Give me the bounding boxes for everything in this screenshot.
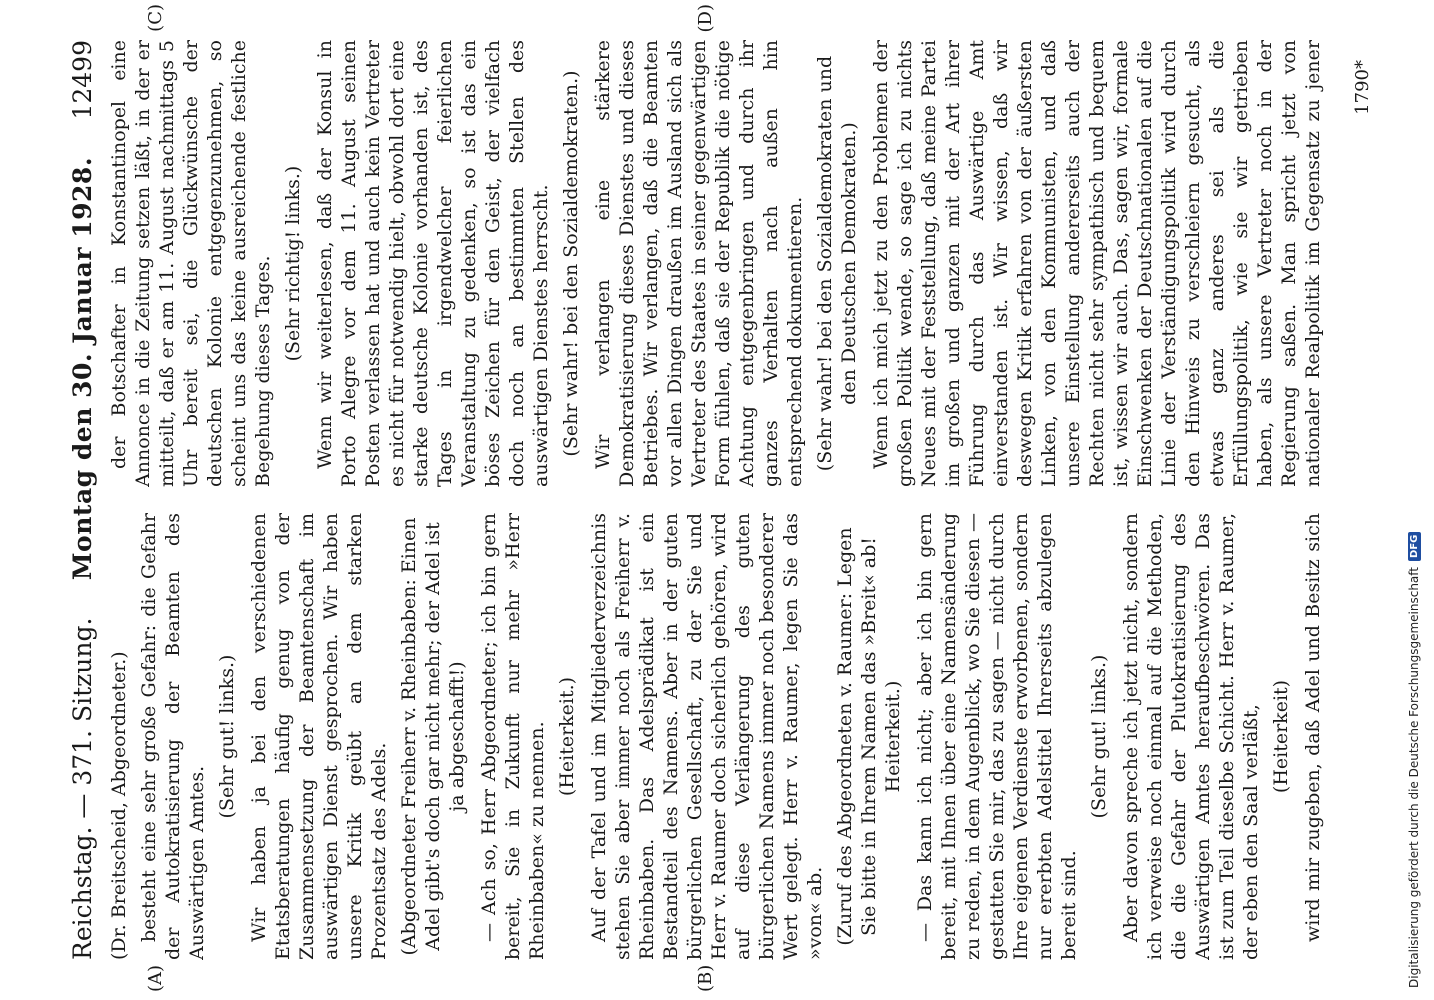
left-column-paragraph: (Heiterkeit) xyxy=(1270,679,1292,794)
left-column-paragraph: — Das kann ich nicht; aber ich bin gern bereit, mit Ihnen über eine Namensänderung zu reden, in dem Augenblick, wo Sie diesen — gestatten Sie mir, das zu sagen — nicht durch Ihre eigenen Verdienste erworbenen, sondern nur ererbten Adelstitel Ihrerseits abzulegen bereit sind. xyxy=(914,513,1080,960)
right-column-paragraph: Wir verlangen eine stärkere Demokratisierung dieses Dienstes und dieses Betriebes. Wir verlangen, daß die Beamten vor allen Dingen draußen im Ausland sich als Vertreter des Staates in seiner gegenwärtigen Form fühlen, daß sie der Republik die nötige Achtung entgegenbringen und durch ihr ganzes Verhalten nach außen hin entsprechend dokumentieren. xyxy=(592,40,806,487)
margin-marker-b: (B) xyxy=(695,964,716,992)
left-column-paragraph: (Zuruf des Abgeordneten v. Raumer: Legen Sie bitte in Ihrem Namen das »Breit« ab! Heiterkeit.) xyxy=(834,527,904,946)
page-header xyxy=(55,40,97,960)
header-left: Reichstag. — 371. Sitzung. xyxy=(68,617,97,960)
left-column-paragraph: — Ach so, Herr Abgeordneter; ich bin gern bereit, Sie in Zukunft nur mehr »Herr Rheinbaben« zu nennen. xyxy=(478,513,548,960)
right-column-paragraph: (Sehr wahr! bei den Sozialdemokraten.) xyxy=(560,70,582,457)
margin-marker-a: (A) xyxy=(145,964,166,992)
header-date: Montag den 30. Januar 1928. xyxy=(68,156,97,581)
left-column-paragraph: (Abgeordneter Freiherr v. Rheinbaben: Einen Adel gibt's doch gar nicht mehr; der Adel ist ja abgeschafft!) xyxy=(398,517,468,956)
right-column-paragraph: (Sehr wahr! bei den Sozialdemokraten und den Deutschen Demokraten.) xyxy=(814,55,860,472)
left-column-paragraph: Aber davon spreche ich jetzt nicht, sondern ich verweise noch einmal auf die Methoden, die die Gefahr der Plutokratisierung des Auswärtigen Amtes heraufbeschwören. Das ist zum Teil dieselbe Schicht. Herr v. Raumer, der eben den Saal verläßt, xyxy=(1120,513,1262,960)
left-column-paragraph: (Sehr gut! links.) xyxy=(216,654,238,819)
margin-marker-c: (C) xyxy=(145,4,166,32)
credit-text: Digitalisierung gefördert durch die Deutsche Forschungsgemeinschaft xyxy=(1407,566,1421,988)
left-column-paragraph: (Sehr gut! links.) xyxy=(1088,654,1110,819)
margin-marker-d: (D) xyxy=(695,4,716,33)
document-page xyxy=(55,0,1385,1000)
left-column xyxy=(107,513,1325,960)
left-column-paragraph: Wir haben ja bei den verschiedenen Etatsberatungen häufig genug von der Zusammensetzung der Beamtenschaft im auswärtigen Dienst gesprochen. Wir haben unsere Kritik geübt an dem starken Prozentsatz des Adels. xyxy=(248,513,390,960)
text-columns xyxy=(107,40,1325,960)
right-column-paragraph: Wenn wir weiterlesen, daß der Konsul in Porto Alegre vor dem 11. August seinen Posten verlassen hat und auch kein Vertreter es nicht für notwendig hielt, obwohl dort eine starke deutsche Kolonie vorhanden ist, des Tages in irgendwelcher feierlichen Veranstaltung zu gedenken, so ist das ein böses Zeichen für den Geist, der vielfach doch noch an bestimmten Stellen des auswärtigen Dienstes herrscht. xyxy=(314,40,552,487)
left-column-paragraph: besteht eine sehr große Gefahr: die Gefahr der Autokratisierung der Beamten des Auswärtigen Amtes. xyxy=(138,513,208,960)
right-column-paragraph: (Sehr richtig! links.) xyxy=(282,165,304,362)
left-column-paragraph: (Dr. Breitscheid, Abgeordneter.) xyxy=(108,651,130,960)
sheet-signature: 1790* xyxy=(1352,60,1373,115)
right-column-paragraph: Wenn ich mich jetzt zu den Problemen der großen Politik wende, so sage ich zu nichts Neues mit der Feststellung, daß meine Partei im großen und ganzen mit der Art ihrer Führung durch das Auswärtige Amt einverstanden ist. Wir wissen, daß wir deswegen Kritik erfahren von der äußersten Linken, von den Kommunisten, und daß unsere Einstellung andererseits auch der Rechten nicht sehr sympathisch und bequem ist, wissen wir auch. Das, sagen wir, formale Einschwenken der Deutschnationalen auf die Linie der Verständigungspolitik wird durch den Hinweis zu verschleiern gesucht, als etwas ganz anderes sei als die Erfüllungspolitik, wie sie wir getrieben haben, als unsere Vertreter noch in der Regierung saßen. Man spricht jetzt von nationaler Realpolitik im Gegensatz zu jener xyxy=(870,40,1324,487)
left-column-paragraph: Auf der Tafel und im Mitgliederverzeichnis stehen Sie aber immer noch als Freiherr v. Rheinbaben. Das Adelsprädikat ist ein Bestandteil des Namens. Aber in der guten bürgerlichen Gesellschaft, zu der Sie und Herr v. Raumer doch sicherlich gehören, wird auf diese Verlängerung des guten bürgerlichen Namens immer noch besonderer Wert gelegt. Herr v. Raumer, legen Sie das »von« ab. xyxy=(588,513,826,960)
right-column-paragraph: der Botschafter in Konstantinopel eine Annonce in die Zeitung setzen läßt, in der er mitteilt, daß er am 11. August nachmittags 5 Uhr bereit sei, die Glückwünsche der deutschen Kolonie entgegenzunehmen, so scheint uns das keine ausreichende festliche Begehung dieses Tages. xyxy=(108,40,274,487)
dfg-logo: DFG xyxy=(1408,532,1421,561)
page-number: 12499 xyxy=(68,40,97,120)
right-column xyxy=(107,40,1325,487)
left-column-paragraph: (Heiterkeit.) xyxy=(556,676,578,797)
side-credit xyxy=(1404,8,1424,988)
left-column-paragraph: wird mir zugeben, daß Adel und Besitz sich xyxy=(1302,513,1324,942)
